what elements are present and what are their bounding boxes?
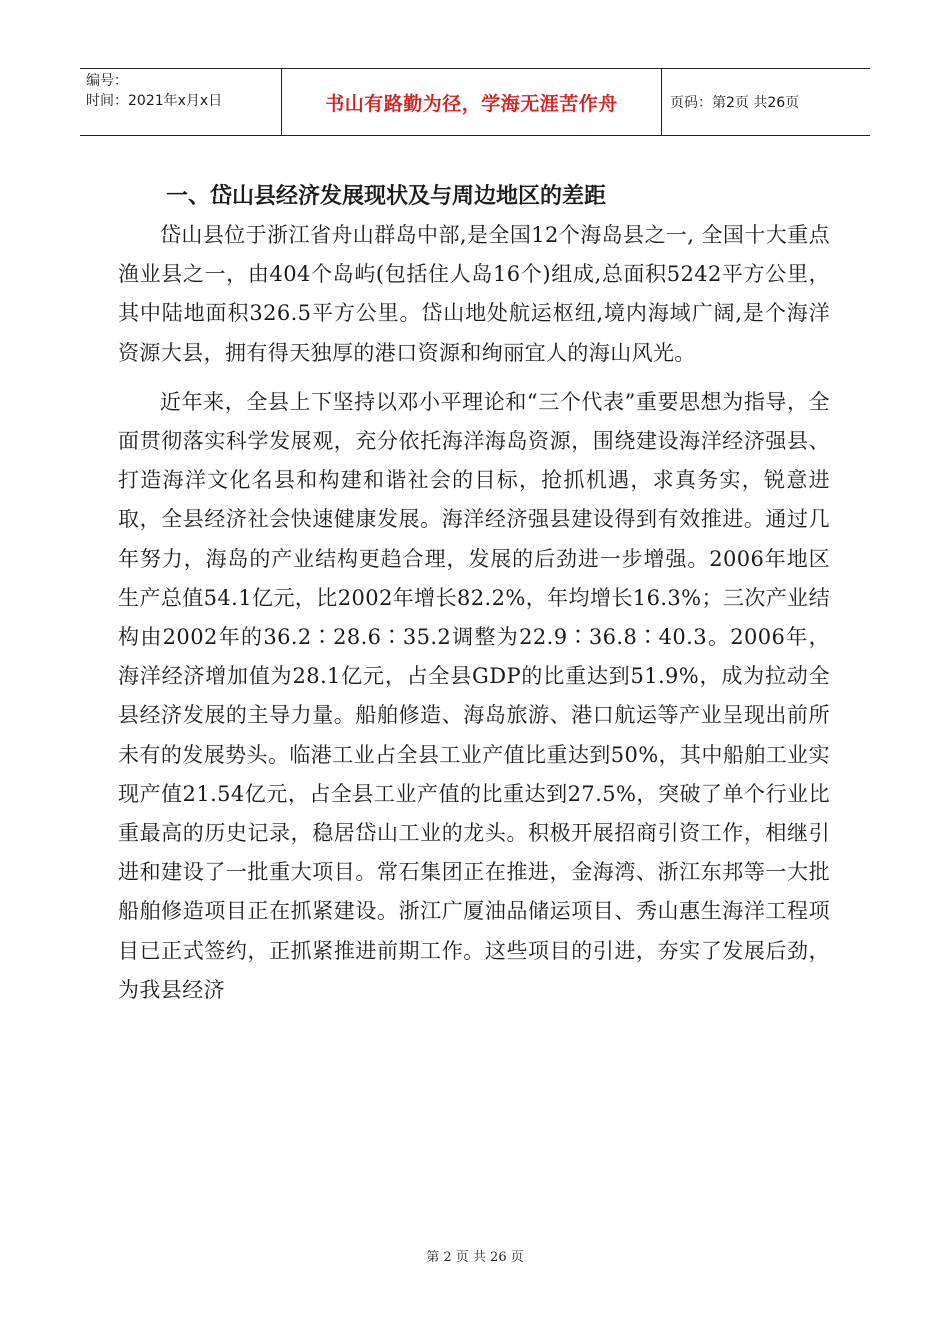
header-motto: 书山有路勤为径，学海无涯苦作舟 xyxy=(282,69,662,135)
document-date: 时间：2021年x月x日 xyxy=(86,93,223,109)
paragraph-1: 岱山县位于浙江省舟山群岛中部,是全国12个海岛县之一, 全国十大重点渔业县之一，由404个岛屿(包括住人岛16个)组成,总面积5242平方公里，其中陆地面积326.5平方公里。岱山地处航运枢纽,境内海域广阔,是个海洋资源大县，拥有得天独厚的港口资源和绚丽宜人的海山风光。 xyxy=(118,223,830,365)
section-title: 一、岱山县经济发展现状及与周边地区的差距 xyxy=(166,184,607,209)
page-footer: 第 2 页 共 26 页 xyxy=(426,1250,524,1265)
paragraph-2: 近年来，全县上下坚持以邓小平理论和“三个代表”重要思想为指导，全面贯彻落实科学发展观，充分依托海洋海岛资源，围绕建设海洋经济强县、打造海洋文化名县和构建和谐社会的目标，抢抓机遇，求真务实，锐意进取，全县经济社会快速健康发展。海洋经济强县建设得到有效推进。通过几年努力，海岛的产业结构更趋合理，发展的后劲进一步增强。2006年地区生产总值54.1亿元，比2002年增长82.2%，年均增长16.3%；三次产业结构由2002年的36.2∶28.6∶35.2调整为22.9∶36.8∶40.3。2006年，海洋经济增加值为28.1亿元，占全县GDP的比重达到51.9%，成为拉动全县经济发展的主导力量。船舶修造、海岛旅游、港口航运等产业呈现出前所未有的发展势头。临港工业占全县工业产值比重达到50%，其中船舶工业实现产值21.54亿元，占全县工业产值的比重达到27.5%，突破了单个行业比重最高的历史记录，稳居岱山工业的龙头。积极开展招商引资工作，相继引进和建设了一批重大项目。常石集团正在推进，金海湾、浙江东邦等一大批船舶修造项目正在抓紧建设。浙江广厦油品储运项目、秀山惠生海洋工程项目已正式签约，正抓紧推进前期工作。这些项目的引进，夯实了发展后劲，为我县经济 xyxy=(118,389,830,1002)
document-body xyxy=(118,178,830,1010)
header-meta-cell xyxy=(80,69,282,135)
page-header xyxy=(80,68,870,136)
document-number-label: 编号： xyxy=(86,73,128,89)
header-page-info: 页码：第2页 共26页 xyxy=(670,95,800,111)
